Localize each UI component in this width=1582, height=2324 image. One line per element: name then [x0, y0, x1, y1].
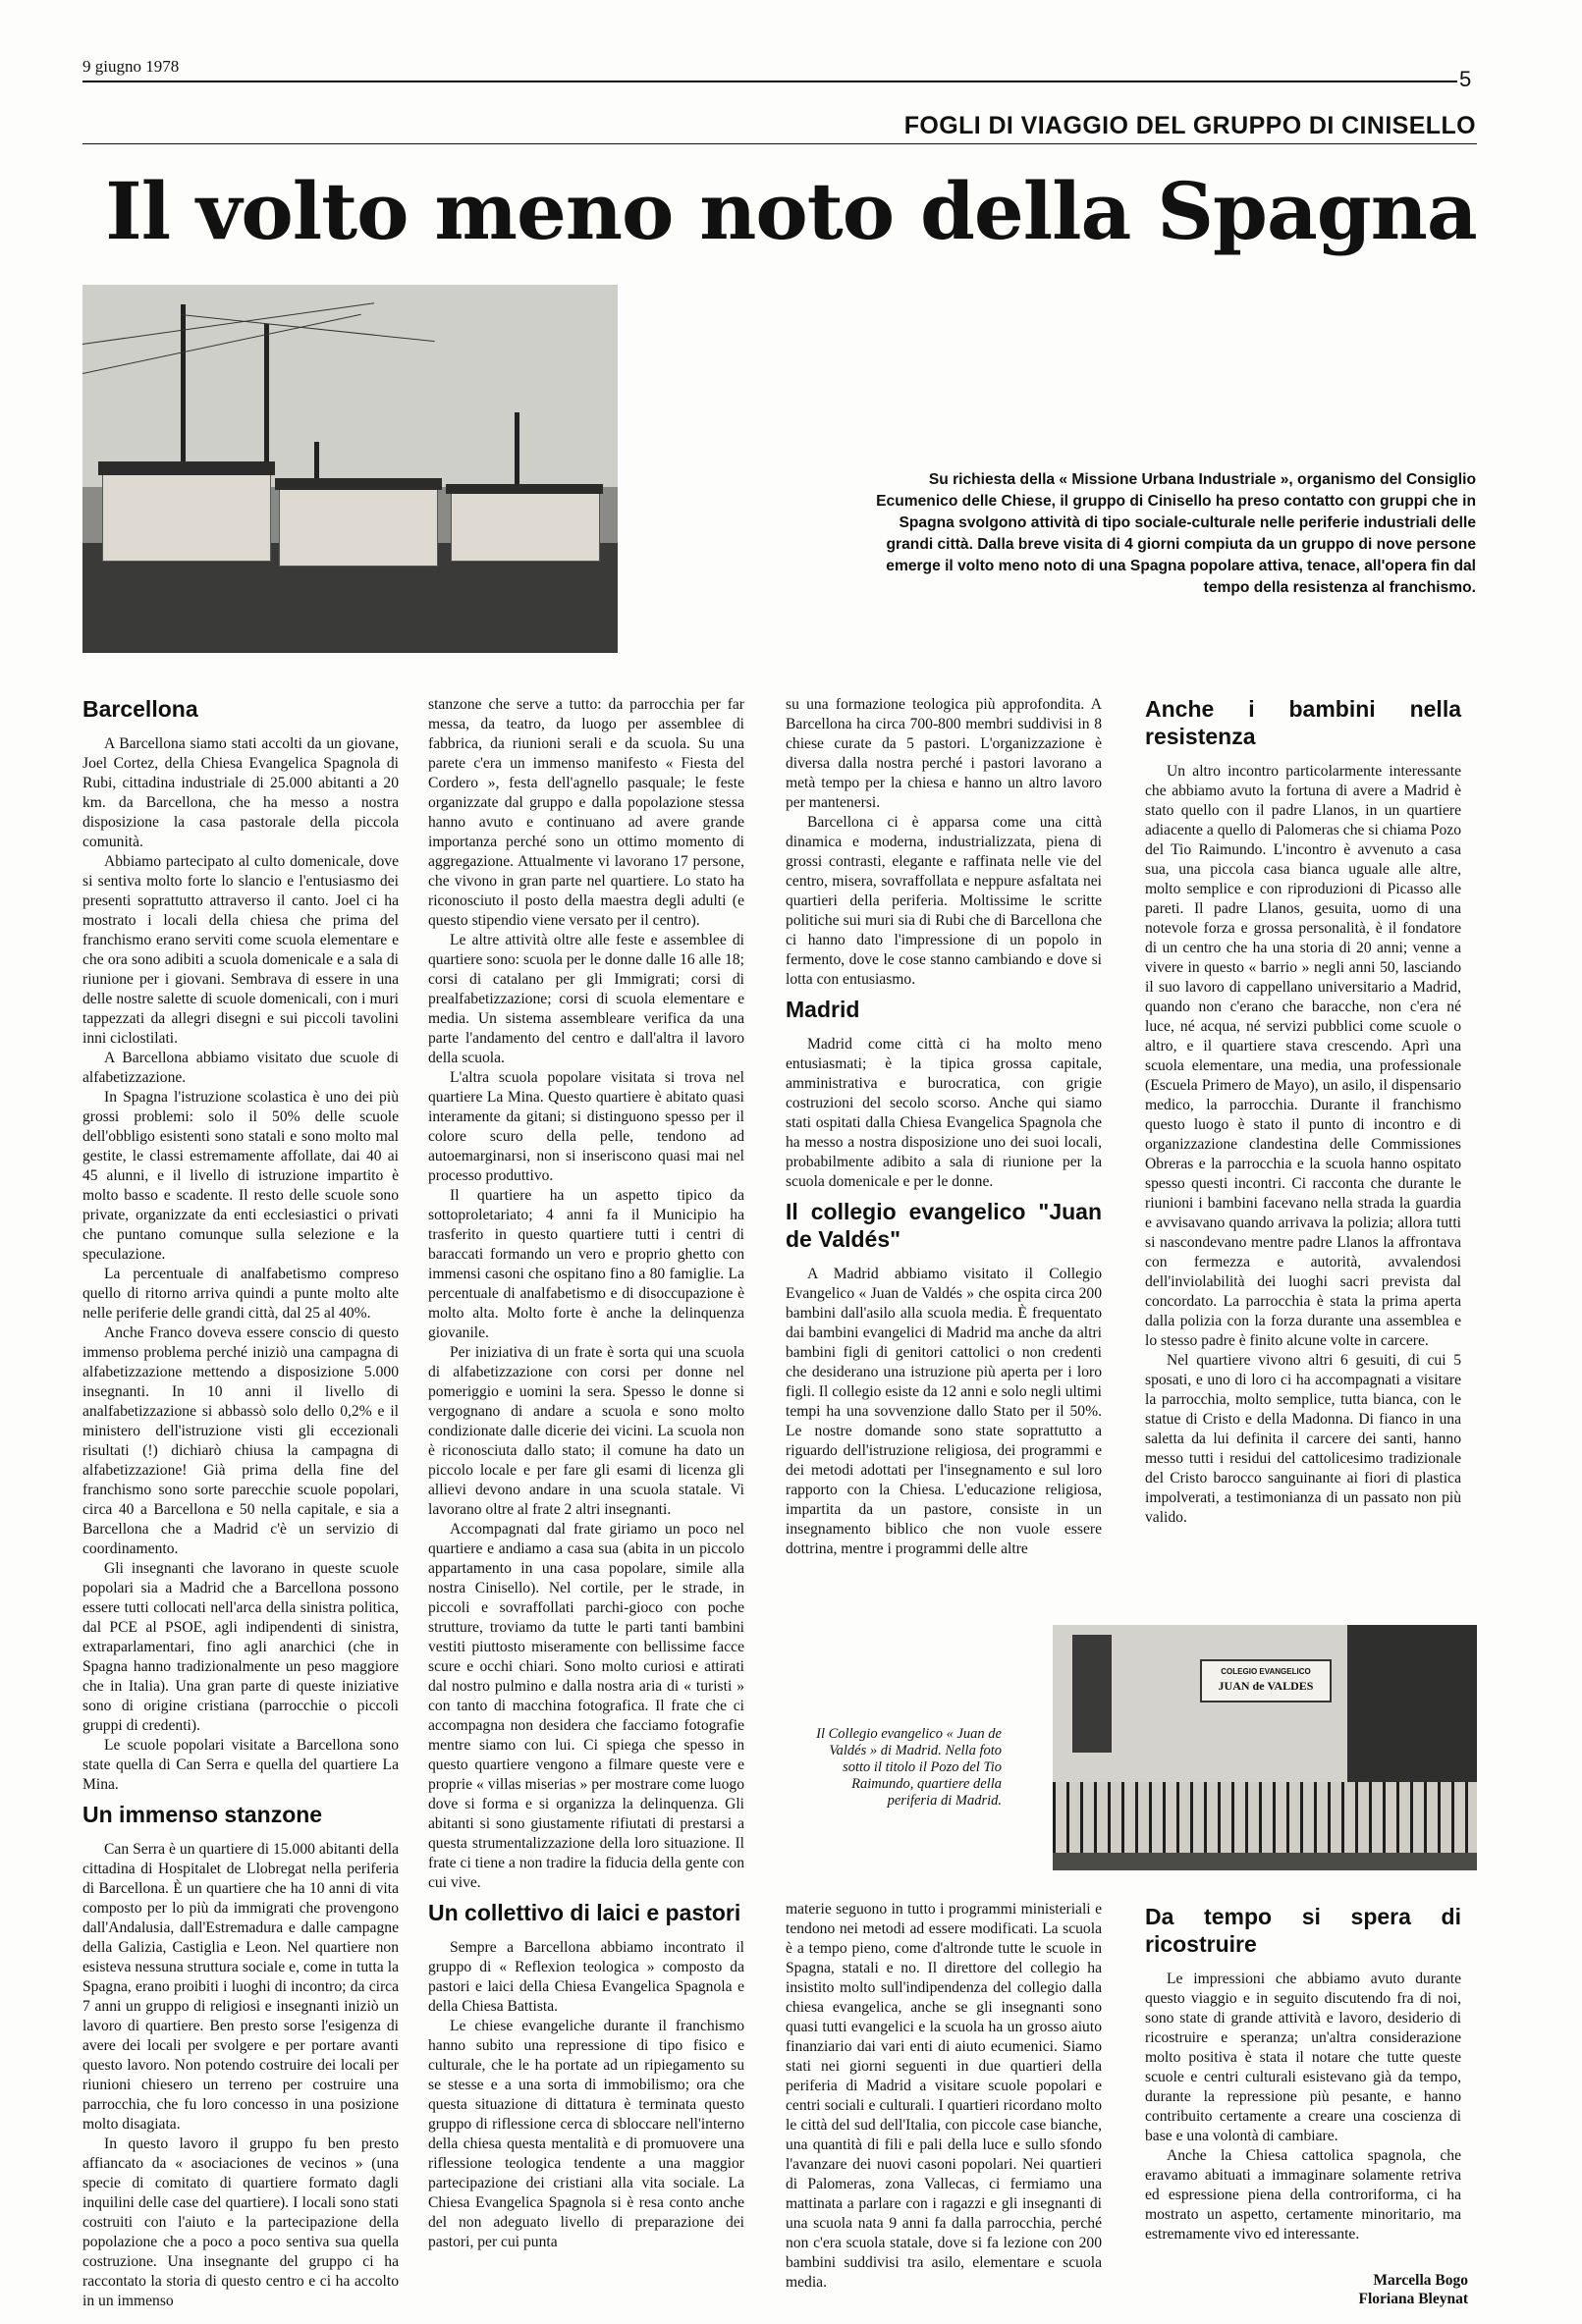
house-roof — [446, 484, 603, 494]
section-heading: Madrid — [786, 997, 860, 1022]
column-3-continued — [786, 1900, 1102, 2293]
section-heading: Da tempo si spera di ricostruire — [1145, 1904, 1461, 1957]
paragraph: A Barcellona abbiamo visitato due scuole di alfabetizzazione. — [82, 1050, 399, 1086]
section-heading: Anche i bambini nella resistenza — [1145, 696, 1461, 749]
column-1 — [82, 695, 399, 2311]
paragraph: stanzone che serve a tutto: da parrocchia per far messa, da teatro, da luogo per assemblee di fabbrica, da riunioni serali e da scuola. Su una parete c'era un immenso manifesto « Fiesta del Cordero », festa dell'agnello pasquale; le feste organizzate dal gruppo e dalla popolazione stessa hanno avuto e continuano ad avere grande importanza perché sono un ottimo momento di aggregazione. Attualmente vi lavorano 17 persone, che vivono in gran parte nel quartiere. Lo stato ha riconosciuto il posto della maestra degli adulti (e questo stipendio viene versato per il centro). — [428, 696, 744, 929]
section-heading: Barcellona — [82, 696, 198, 722]
house — [102, 471, 271, 562]
paragraph: Le chiese evangeliche durante il franchismo hanno subito una repressione di tipo fisico e culturale, che le ha portate ad un ripiegamento su se stesse e a una sorta di immobilismo; ora che questa situazione di dittatura è terminata questo gruppo di riflessione cerca di sbloccare nell'interno della chiesa questa mentalità e di promuovere una riflessione teologica tendente a una maggior partecipazione dei cristiani alla vita sociale. La Chiesa Evangelica Spagnola si è resa conto anche del non adeguato livello di preparazione dei pastori, per cui punta — [428, 2018, 744, 2250]
paragraph: Anche Franco doveva essere conscio di questo immenso problema perché iniziò una campagna di alfabetizzazione mettendo a disposizione 5.000 insegnanti. In 10 anni il livello di analfabetizzazione si abbassò solo dello 0,2% e il ministero dell'istruzione visti gli eccezionali risultati (!) dichiarò chiusa la campagna di alfabetizzazione! Già prima della fine del franchismo sono sorte parecchie scuole popolari, circa 40 a Barcellona e 50 nella capitale, e sia a Barcellona che a Madrid c'è un servizio di coordinamento. — [82, 1324, 399, 1557]
section-heading: Il collegio evangelico "Juan de Valdés" — [786, 1199, 1102, 1252]
paragraph: Le altre attività oltre alle feste e assemblee di quartiere sono: scuola per le donne dalle 16 alle 18; corsi di catalano per gli Immigrati; corsi di prealfabetizzazione; corsi di scuola elementare e media. Un sistema assembleare verifica da una parte l'andamento del centro e dall'altra il lavoro della scuola. — [428, 932, 744, 1066]
column-3 — [786, 695, 1102, 1559]
paragraph: Sempre a Barcellona abbiamo incontrato il gruppo di « Reflexion teologica » composto da pastori e laici della Chiesa Evangelica Spagnola e della Chiesa Battista. — [428, 1939, 744, 2015]
column-4 — [1145, 695, 1461, 1528]
kicker-rule — [82, 143, 1477, 144]
section-heading: Un collettivo di laici e pastori — [428, 1900, 741, 1925]
house — [451, 491, 600, 562]
photo-sidewalk — [1053, 1853, 1477, 1870]
issue-date: 9 giugno 1978 — [82, 57, 180, 76]
paragraph: materie seguono in tutto i programmi ministeriali e tendono nei metodi ad essere modificati. La scuola è a tempo pieno, come d'altronde tutte le scuole in Spagna, statali e no. Il direttore del collegio ha insistito molto sull'indipendenza del collegio dalla chiesa evangelica, anche se gli insegnanti sono quasi tutti evangelici e la scuola ha un grosso aiuto finanziario dai vari enti di aiuto ecumenici. Siamo stati nei giorni seguenti in due quartieri della periferia di Madrid a visitare scuole popolari e centri sociali e culturali. I quartieri ricordano molto le città del sud dell'Italia, con piccole case bianche, una quantità di fili e pali della luce e sullo sfondo l'avanzare dei nuovi casoni popolari. Nei quartieri di Palomeras, zona Vallecas, ci fermiamo una mattinata a parlare con i ragazzi e gli insegnanti di una scuola nata 9 anni fa dalla parrocchia, perché non c'era scuola statale, dove si fa lezione con 200 bambini suddivisi tra asilo, elementare e scuola media. — [786, 1901, 1102, 2291]
author-name: Floriana Bleynat — [1358, 2291, 1468, 2307]
photo-caption: Il Collegio evangelico « Juan de Valdés » di Madrid. Nella foto sotto il titolo il Pozo del Tio Raimundo, quartiere della periferia di Madrid. — [816, 1726, 1002, 1809]
paragraph: L'altra scuola popolare visitata si trova nel quartiere La Mina. Questo quartiere è abitato quasi interamente da gitani; si distinguono spesso per il colore scuro della pelle, tendono ad autoemarginarsi, non si inseriscono quasi mai nel processo produttivo. — [428, 1069, 744, 1184]
house — [279, 486, 438, 567]
photo-doorway — [1072, 1635, 1112, 1753]
author-name: Marcella Bogo — [1373, 2272, 1468, 2289]
paragraph: Il quartiere ha un aspetto tipico da sottoproletariato; 4 anni fa il Municipio ha trasferito in questo quartiere tutti i centri di baraccati formando un vero e proprio ghetto con immensi casoni che ospitano fino a 80 famiglie. La percentuale di analfabetismo e di disoccupazione è molto alta. Molto forte è anche la delinquenza giovanile. — [428, 1187, 744, 1341]
paragraph: A Barcellona siamo stati accolti da un giovane, Joel Cortez, della Chiesa Evangelica Spagnola di Rubi, cittadina industriale di 25.000 abitanti a 20 km. da Barcellona, che ha messo a nostra disposizione la casa pastorale della piccola comunità. — [82, 735, 399, 850]
paragraph: La percentuale di analfabetismo compreso quello di ritorno arriva quindi a punte molto alte nelle periferie delle grandi città, dal 25 al 40%. — [82, 1266, 399, 1322]
paragraph: Per iniziativa di un frate è sorta qui una scuola di alfabetizzazione con corsi per donne nel pomeriggio e uomini la sera. Spesso le donne si vergognano di andare a scuola e sono molto condizionate dalle dicerie dei vicini. La scuola non è riconosciuta dallo stato; il comune ha dato un piccolo locale e per fare gli esami di licenza gli allievi devono andare in una scuola statale. Vi lavorano oltre al frate 2 altri insegnanti. — [428, 1344, 744, 1518]
section-heading: Un immenso stanzone — [82, 1802, 323, 1827]
article-headline: Il volto meno noto della Spagna — [105, 165, 1477, 257]
section-kicker: FOGLI DI VIAGGIO DEL GRUPPO DI CINISELLO — [903, 112, 1476, 139]
column-4-lower — [1145, 1903, 1461, 2244]
paragraph: Barcellona ci è apparsa come una città dinamica e moderna, industrializzata, piena di grossi contrasti, elegante e raffinata nelle vie del centro, misera, sovraffollata e neppure asfaltata nei quartieri della periferia. Moltissime le scritte politiche sui muri sia di Rubi che di Barcellona che ci hanno dato l'impressione di un popolo in fermento, dove le cose stanno cambiando e dove si lotta con entusiasmo. — [786, 814, 1102, 988]
school-sign-line1: COLEGIO EVANGELICO — [1221, 1667, 1311, 1676]
photo-tree — [1347, 1625, 1477, 1802]
paragraph: Nel quartiere vivono altri 6 gesuiti, di cui 5 sposati, e uno di loro ci ha accompagnati a visitare la parrocchia, molto semplice, tutta bianca, con le statue di Cristo e della Madonna. Di fianco in una saletta da lui definita il carcere dei santi, hanno messo tutti i residui del cattolicesimo tradizionale del Cristo barocco sanguinante ai fiori di plastica impolverati, a testimonianza di un passato non più valido. — [1145, 1352, 1461, 1526]
paragraph: Abbiamo partecipato al culto domenicale, dove si sentiva molto forte lo slancio e l'entusiasmo dei presenti soprattutto attraverso il canto. Joel ci ha mostrato i locali della chiesa che prima del franchismo erano serviti come scuola elementare e che ora sono adibiti a scuola domenicale e a sala di riunione per i giovani. Sembrava di essere in una delle nostre salette di scuole domenicali, con i muri tappezzati da allegri disegni e sui piccoli tavolini inni ciclostilati. — [82, 853, 399, 1047]
paragraph: In questo lavoro il gruppo fu ben presto affiancato da « asociaciones de vecinos » (una specie di comitato di quartiere formato dagli inquilini delle case del quartiere). I locali sono stati costruiti con l'aiuto e la partecipazione della popolazione che a poco a poco sentiva sua quella costruzione. Una insegnante del gruppo ci ha raccontato la storia di questo centro e ci ha accolto in un immenso — [82, 2135, 399, 2309]
house-roof — [275, 478, 442, 490]
article-intro: Su richiesta della « Missione Urbana Industriale », organismo del Consiglio Ecumenico delle Chiese, il gruppo di Cinisello ha preso contatto con gruppi che in Spagna svolgono attività di tipo sociale-culturale nelle periferie industriali delle grandi città. Dalla breve visita di 4 giorni compiuta da un gruppo di nove persone emerge il volto meno noto di una Spagna popolare attiva, tenace, all'opera fin dal tempo della resistenza al franchismo. — [876, 471, 1476, 596]
school-sign-line2: JUAN de VALDES — [1218, 1679, 1314, 1693]
house-roof — [98, 461, 275, 475]
paragraph: Madrid come città ci ha molto meno entusiasmati; è la tipica grossa capitale, amministrativa e burocratica, con grigie costruzioni del secolo scorso. Anche qui siamo stati ospitati dalla Chiesa Evangelica Spagnola che ha messo a nostra disposizione uno dei suoi locali, probabilmente adibito a sala di riunione per la scuola domenicale e per le donne. — [786, 1036, 1102, 1190]
paragraph: In Spagna l'istruzione scolastica è uno dei più grossi problemi: solo il 50% delle scuole dell'obbligo esistenti sono statali e sono molto mal gestite, le classi estremamente affollate, dai 40 ai 45 alunni, e il livello di istruzione impartito è molto basso e scadente. Il resto delle scuole sono private, organizzate da enti ecclesiastici o privati che puntano comunque sulla selezione e la speculazione. — [82, 1089, 399, 1263]
paragraph: Gli insegnanti che lavorano in queste scuole popolari sia a Madrid che a Barcellona possono essere tutti collocati nell'arca della sinistra politica, dal PCE al PSOE, agli indipendenti di sinistra, extraparlamentari, fino agli anarchici (che in Spagna hanno tradizionalmente un peso maggiore che in Italia). Una gran parte di queste iniziative sono di origine cristiana (parrocchie o piccoli gruppi di credenti). — [82, 1560, 399, 1734]
school-sign — [1200, 1659, 1332, 1702]
page-number: 5 — [1459, 67, 1472, 91]
paragraph: su una formazione teologica più approfondita. A Barcellona ha circa 700-800 membri suddivisi in 8 chiese curate da 5 pastori. L'organizzazione è diversa dalla nostra perché i pastori lavorano a metà tempo per la chiesa e hanno un altro lavoro per mantenersi. — [786, 696, 1102, 811]
paragraph: Le scuole popolari visitate a Barcellona sono state quella di Can Serra e quella del quartiere La Mina. — [82, 1737, 399, 1793]
photo-shanty-houses — [82, 285, 618, 653]
byline — [1358, 2271, 1468, 2308]
paragraph: Can Serra è un quartiere di 15.000 abitanti della cittadina di Hospitalet de Llobregat nella periferia di Barcellona. È un quartiere che ha 10 anni di vita composto per lo più da immigrati che provengono dall'Andalusia, dall'Estremadura e dalle campagne della Galizia, Castiglia e Leon. Nel quartiere non esisteva nessuna struttura sociale e, come in tutta la Spagna, erano proibiti i luoghi di incontro; da circa 7 anni un gruppo di religiosi e insegnanti iniziò un lavoro di quartiere. Ben presto sorse l'esigenza di avere dei locali per svolgere e per portare avanti questo lavoro. Non potendo costruire dei locali per riunioni chiesero un terreno per costruire una parrocchia, che fu loro concesso in una posizione molto disagiata. — [82, 1841, 399, 2133]
column-2 — [428, 695, 744, 2252]
paragraph: Le impressioni che abbiamo avuto durante questo viaggio e in seguito discutendo fra di noi, sono state di grande attività e lavoro, desiderio di ricostruire e speranza; un'altra considerazione molto positiva è stata il notare che tutte queste scuole e centri culturali esistevano già da tempo, durante la repressione più pesante, e hanno contribuito certamente a creare una coscienza di base e una volontà di cambiare. — [1145, 1971, 1461, 2144]
paragraph: Un altro incontro particolarmente interessante che abbiamo avuto la fortuna di avere a Madrid è stato quello con il padre Llanos, in un quartiere adiacente a quello di Palomeras che si chiama Pozo del Tio Raimundo. L'incontro è avvenuto a casa sua, una piccola casa bianca uguale alle altre, molto semplice e con riproduzioni di Picasso alle pareti. Il padre Llanos, gesuita, uomo di una notevole forza e grossa personalità, è il fondatore di un centro che ha una storia di 20 anni; venne a vivere in questo « barrio » negli anni 50, lasciando il suo lavoro di cappellano universitario a Madrid, quando non c'erano che baracche, non c'era né luce, né acqua, né servizi pubblici come scuole o altro, e il quartiere stava crescendo. Aprì una scuola elementare, una media, una professionale (Escuela Primero de Mayo), un asilo, il dispensario medico, la parrocchia. Durante il franchismo questo luogo è stato il punto di incontro e di organizzazione clandestina delle Commissiones Obreras e la parrocchia e la scuola hanno ospitato spesso questi incontri. Ci racconta che durante le riunioni i bambini facevano nella strada la guardia e avvisavano quando arrivava la polizia; allora tutti si nascondevano mentre padre Llanos la affrontava con fermezza e autorità, avvalendosi dell'inviolabilità dei luoghi sacri prevista dal concordato. La parrocchia è stata la prima aperta dalla polizia con la forza durante una assemblea e lo stesso padre è finito alcune volte in carcere. — [1145, 763, 1461, 1349]
header-rule — [82, 81, 1457, 82]
paragraph: Accompagnati dal frate giriamo un poco nel quartiere e andiamo a casa sua (abita in un piccolo appartamento in una casa popolare, simile alla nostra Cinisello). Nel cortile, per le strade, in piccoli e sovraffollati parchi-gioco con poche strutture, troviamo da tutte le parti tanti bambini vestiti piuttosto miseramente con bellissime facce scure e occhi chiari. Sono molto curiosi e attirati dal nostro pulmino e dalla nostra aria di « turisti » con tanto di macchina fotografica. Il frate che ci accompagna non desidera che facciamo fotografie mentre siamo con lui. Ci spiega che spesso in questo quartiere vengono a filmare queste vere e proprie « villas miserias » per mostrare come luogo dove si forma e si organizza la delinquenza. Gli abitanti si sono giustamente rifiutati di prestarsi a questa strumentalizzazione della loro situazione. Il frate ci tiene a non tradire la fiducia della gente con cui vive. — [428, 1521, 744, 1891]
photo-collegio-juan-de-valdes — [1053, 1625, 1477, 1870]
paragraph: Anche la Chiesa cattolica spagnola, che eravamo abituati a immaginare solamente retriva ed espressione piena della controriforma, ci ha mostrato un aspetto, certamente minoritario, ma estremamente vivo ed interessante. — [1145, 2147, 1461, 2243]
paragraph: A Madrid abbiamo visitato il Collegio Evangelico « Juan de Valdés » che ospita circa 200 bambini dall'asilo alla scuola media. È frequentato dai bambini evangelici di Madrid ma anche da altri bambini figli di genitori cattolici o non credenti che desiderano una istruzione più aperta per i loro figli. Il collegio esiste da 12 anni e solo negli ultimi tempi ha una sovvenzione dallo Stato per il 50%. Le nostre domande sono state soprattutto a riguardo dell'istruzione religiosa, dei programmi e dei metodi adottati per l'insegnamento e sul loro rapporto con la Chiesa. L'educazione religiosa, impartita da un pastore, consiste in un insegnamento biblico che non vuole essere dottrina, mentre i programmi delle altre — [786, 1266, 1102, 1557]
